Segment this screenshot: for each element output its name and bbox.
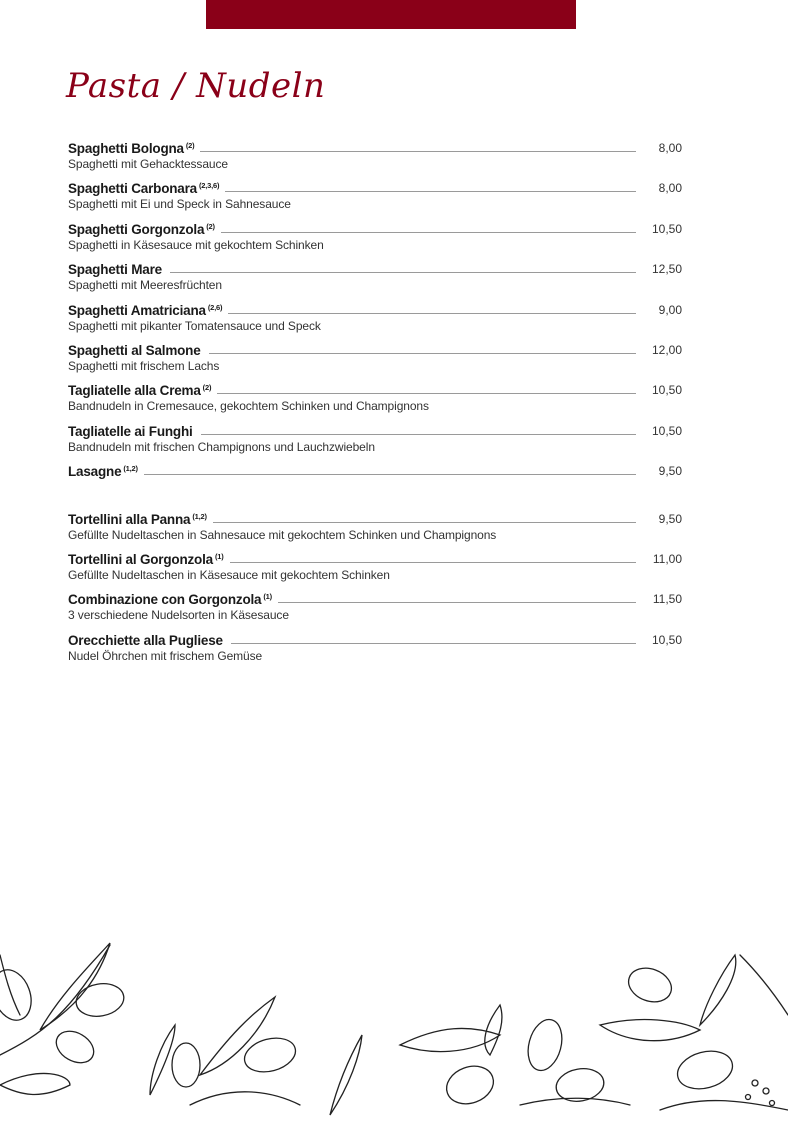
item-price: 9,00 (658, 302, 682, 317)
dot-leader (278, 601, 636, 603)
allergen-note: (2) (185, 141, 195, 150)
item-price: 9,50 (658, 464, 682, 479)
item-price: 12,00 (651, 342, 682, 357)
item-price: 8,00 (658, 181, 682, 196)
menu-item (68, 421, 684, 461)
page-title: Pasta / Nudeln (66, 66, 326, 106)
header-accent-bar (206, 0, 576, 29)
item-price: 10,50 (651, 423, 682, 438)
item-description: Bandnudeln mit frischen Champignons und Lauchzwiebeln (68, 439, 375, 454)
dot-leader (228, 312, 636, 314)
item-name: Spaghetti Amatriciana $^{(2,6)}$ (68, 302, 223, 318)
dot-leader (201, 433, 636, 435)
menu-item (68, 461, 684, 501)
dot-leader (170, 271, 636, 273)
dot-leader (209, 352, 636, 354)
item-name: Lasagne $^{(1,2)}$ (68, 464, 138, 480)
item-description: Spaghetti mit frischem Lachs (68, 358, 220, 373)
item-name: Tagliatelle alla Crema $^{(2)}$ (68, 383, 212, 399)
menu-item (68, 630, 684, 670)
item-price: 10,50 (651, 632, 682, 647)
item-price: 11,50 (652, 592, 682, 607)
item-name: Tortellini alla Panna $^{(1,2)}$ (68, 511, 207, 527)
dot-leader (230, 561, 636, 563)
menu-item (68, 340, 684, 380)
allergen-note: (2,6) (207, 302, 223, 312)
dot-leader (217, 392, 636, 394)
dot-leader (200, 150, 636, 152)
item-name: Orecchiette alla Pugliese (68, 632, 223, 648)
item-description: Gefüllte Nudeltaschen in Käsesauce mit gekochtem Schinken (68, 567, 390, 582)
item-description: Spaghetti in Käsesauce mit gekochtem Schinken (68, 237, 324, 252)
menu-item (68, 259, 684, 299)
item-name: Tortellini al Gorgonzola $^{(1)}$ (68, 551, 224, 567)
olive-branch-illustration (0, 935, 788, 1121)
allergen-note: (1) (214, 551, 224, 561)
menu-item (68, 138, 684, 178)
menu-item (68, 300, 684, 340)
item-description: Nudel Öhrchen mit frischem Gemüse (68, 648, 263, 663)
item-description: Spaghetti mit Gehacktessauce (68, 157, 228, 171)
item-description: Spaghetti mit Ei und Speck in Sahnesauce (68, 197, 291, 212)
item-price: 10,50 (651, 221, 682, 236)
allergen-note: (2,3,6) (198, 181, 220, 191)
item-price: 8,00 (658, 141, 682, 155)
menu-list (68, 138, 684, 670)
menu-item (68, 178, 684, 218)
item-description: Bandnudeln in Cremesauce, gekochtem Schinken und Champignons (68, 399, 429, 414)
menu-item (68, 219, 684, 259)
item-name: Tagliatelle ai Funghi (68, 423, 193, 439)
item-price: 9,50 (658, 511, 682, 526)
item-description: Spaghetti mit pikanter Tomatensauce und Speck (68, 318, 321, 333)
dot-leader (225, 190, 636, 192)
item-name: Spaghetti Bologna $^{(2)}$ (68, 141, 195, 156)
allergen-note: (1,2) (123, 464, 138, 474)
item-price: 12,50 (651, 262, 682, 277)
dot-leader (213, 521, 636, 523)
dot-leader (231, 642, 636, 644)
menu-item (68, 589, 684, 629)
menu-item (68, 380, 684, 420)
menu-item (68, 509, 684, 549)
dot-leader (144, 473, 636, 475)
item-description: 3 verschiedene Nudelsorten in Käsesauce (68, 608, 289, 623)
item-name: Combinazione con Gorgonzola $^{(1)}$ (68, 592, 272, 608)
allergen-note: (1,2) (192, 511, 207, 521)
allergen-note: (1) (263, 592, 272, 602)
item-price: 11,00 (652, 551, 682, 566)
item-description: Gefüllte Nudeltaschen in Sahnesauce mit gekochtem Schinken und Champignons (68, 527, 497, 542)
allergen-note: (2) (206, 221, 215, 231)
item-name: Spaghetti Carbonara $^{(2,3,6)}$ (68, 181, 220, 197)
item-price: 10,50 (651, 383, 682, 398)
dot-leader (221, 231, 636, 233)
item-name: Spaghetti Gorgonzola $^{(2)}$ (68, 221, 215, 237)
allergen-note: (2) (202, 383, 212, 393)
item-name: Spaghetti al Salmone (68, 342, 201, 358)
menu-item (68, 549, 684, 589)
item-name: Spaghetti Mare (68, 262, 162, 278)
item-description: Spaghetti mit Meeresfrüchten (68, 278, 222, 293)
